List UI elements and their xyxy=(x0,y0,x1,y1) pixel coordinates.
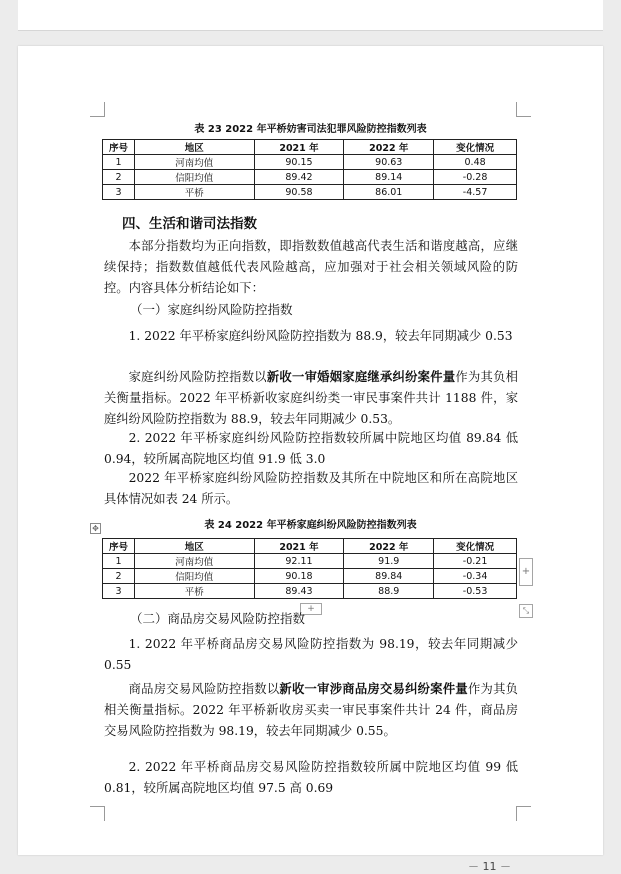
table-cell[interactable]: 1 xyxy=(103,554,135,569)
table-cell[interactable]: -0.53 xyxy=(434,584,517,599)
table-cell[interactable]: 2 xyxy=(103,170,135,185)
header-cell: 序号 xyxy=(103,539,135,554)
family-body-bold-text: 新收一审婚姻家庭继承纠纷案件量 xyxy=(266,369,456,384)
table-cell[interactable]: 平桥 xyxy=(134,584,254,599)
table-resize-icon[interactable]: ⤡ xyxy=(519,604,533,618)
family-point-1[interactable]: 1. 2022 年平桥家庭纠纷风险防控指数为 88.9，较去年同期减少 0.53 xyxy=(128,329,513,343)
table24 xyxy=(102,538,517,599)
add-row-plus-icon[interactable]: + xyxy=(300,603,322,615)
header-cell: 变化情况 xyxy=(434,539,517,554)
table-cell[interactable]: 3 xyxy=(103,185,135,200)
header-cell: 2021 年 xyxy=(254,539,344,554)
table-row xyxy=(103,569,517,584)
table-row xyxy=(103,170,517,185)
header-cell: 地区 xyxy=(134,140,254,155)
table-cell[interactable]: 1 xyxy=(103,155,135,170)
header-cell: 序号 xyxy=(103,140,135,155)
housing-body-paragraph[interactable] xyxy=(104,678,518,742)
family-body-paragraph[interactable] xyxy=(104,366,518,430)
table23-caption: 表 23 2022 年平桥妨害司法犯罪风险防控指数列表 xyxy=(194,124,427,135)
header-cell: 地区 xyxy=(134,539,254,554)
table-cell[interactable]: 信阳均值 xyxy=(134,170,254,185)
table-cell[interactable]: -0.34 xyxy=(434,569,517,584)
table-cell[interactable]: 0.48 xyxy=(434,155,517,170)
table-row xyxy=(103,554,517,569)
table-row xyxy=(103,185,517,200)
document-page xyxy=(18,46,603,873)
family-body-text: 家庭纠纷风险防控指数以 xyxy=(128,370,267,384)
margin-corner-top-left xyxy=(90,102,105,117)
subsection-heading-family: （一）家庭纠纷风险防控指数 xyxy=(130,302,293,317)
page-number: － 11 － xyxy=(468,860,511,873)
table-cell[interactable]: 2 xyxy=(103,569,135,584)
family-point-2[interactable]: 2. 2022 年平桥家庭纠纷风险防控指数较所属中院地区均值 89.84 低 0.94，较所属高院地区均值 91.9 低 3.0 xyxy=(104,431,518,466)
header-cell: 变化情况 xyxy=(434,140,517,155)
table-cell[interactable]: -4.57 xyxy=(434,185,517,200)
table-cell[interactable]: 3 xyxy=(103,584,135,599)
table-cell[interactable]: 88.9 xyxy=(344,584,434,599)
table-cell[interactable]: 89.84 xyxy=(344,569,434,584)
table-cell[interactable]: 信阳均值 xyxy=(134,569,254,584)
add-column-plus-icon[interactable]: + xyxy=(519,558,533,586)
table-cell[interactable]: -0.28 xyxy=(434,170,517,185)
section-heading: 四、生活和谐司法指数 xyxy=(122,216,257,232)
housing-body-bold-text: 新收一审涉商品房交易纠纷案件量 xyxy=(279,681,468,696)
header-cell: 2022 年 xyxy=(344,539,434,554)
table-header-row xyxy=(103,539,517,554)
header-cell: 2022 年 xyxy=(344,140,434,155)
table-cell[interactable]: 90.58 xyxy=(254,185,344,200)
housing-point-2[interactable]: 2. 2022 年平桥商品房交易风险防控指数较所属中院地区均值 99 低 0.81，较所属高院地区均值 97.5 高 0.69 xyxy=(104,760,518,795)
housing-body-text: 作为其负相关衡量指标。2022 年平桥新收房买卖一审民事案件共计 24 件，商品房交易风险防控指数为 98.19，较去年同期减少 0.55。 xyxy=(104,682,518,738)
table-cell[interactable]: 90.15 xyxy=(254,155,344,170)
move-cross-icon[interactable]: ✥ xyxy=(90,523,101,534)
housing-body-text: 商品房交易风险防控指数以 xyxy=(128,682,280,696)
table-cell[interactable]: 92.11 xyxy=(254,554,344,569)
subsection-heading-housing: （二）商品房交易风险防控指数 xyxy=(130,611,306,626)
section-intro-paragraph[interactable]: 本部分指数均为正向指数，即指数数值越高代表生活和谐度越高，应继续保持；指数数值越低代表风险越高，应加强对于社会相关领域风险的防控。内容具体分析结论如下： xyxy=(104,239,518,295)
table-cell[interactable]: 河南均值 xyxy=(134,155,254,170)
table-cell[interactable]: 86.01 xyxy=(344,185,434,200)
table-cell[interactable]: 89.42 xyxy=(254,170,344,185)
header-cell: 2021 年 xyxy=(254,140,344,155)
table-row xyxy=(103,584,517,599)
table-cell[interactable]: 90.18 xyxy=(254,569,344,584)
table-row xyxy=(103,155,517,170)
table-cell[interactable]: 河南均值 xyxy=(134,554,254,569)
table-cell[interactable]: 91.9 xyxy=(344,554,434,569)
margin-corner-bottom-right xyxy=(516,806,531,821)
margin-corner-top-right xyxy=(516,102,531,117)
table-cell[interactable]: 90.63 xyxy=(344,155,434,170)
family-summary-paragraph[interactable]: 2022 年平桥家庭纠纷风险防控指数及其所在中院地区和所在高院地区具体情况如表 24 所示。 xyxy=(104,471,518,506)
table-cell[interactable]: -0.21 xyxy=(434,554,517,569)
family-body-text: 作为其负相关衡量指标。2022 年平桥新收家庭纠纷类一审民事案件共计 1188 件，家庭纠纷风险防控指数为 88.9，较去年同期减少 0.53。 xyxy=(104,370,518,426)
housing-point-1[interactable]: 1. 2022 年平桥商品房交易风险防控指数为 98.19，较去年同期减少 0.55 xyxy=(104,637,518,672)
table-cell[interactable]: 89.43 xyxy=(254,584,344,599)
previous-page-edge xyxy=(18,0,603,31)
table-cell[interactable]: 平桥 xyxy=(134,185,254,200)
table-header-row xyxy=(103,140,517,155)
margin-corner-bottom-left xyxy=(90,806,105,821)
table-cell[interactable]: 89.14 xyxy=(344,170,434,185)
table23 xyxy=(102,139,517,200)
table24-caption: 表 24 2022 年平桥家庭纠纷风险防控指数列表 xyxy=(204,520,417,531)
